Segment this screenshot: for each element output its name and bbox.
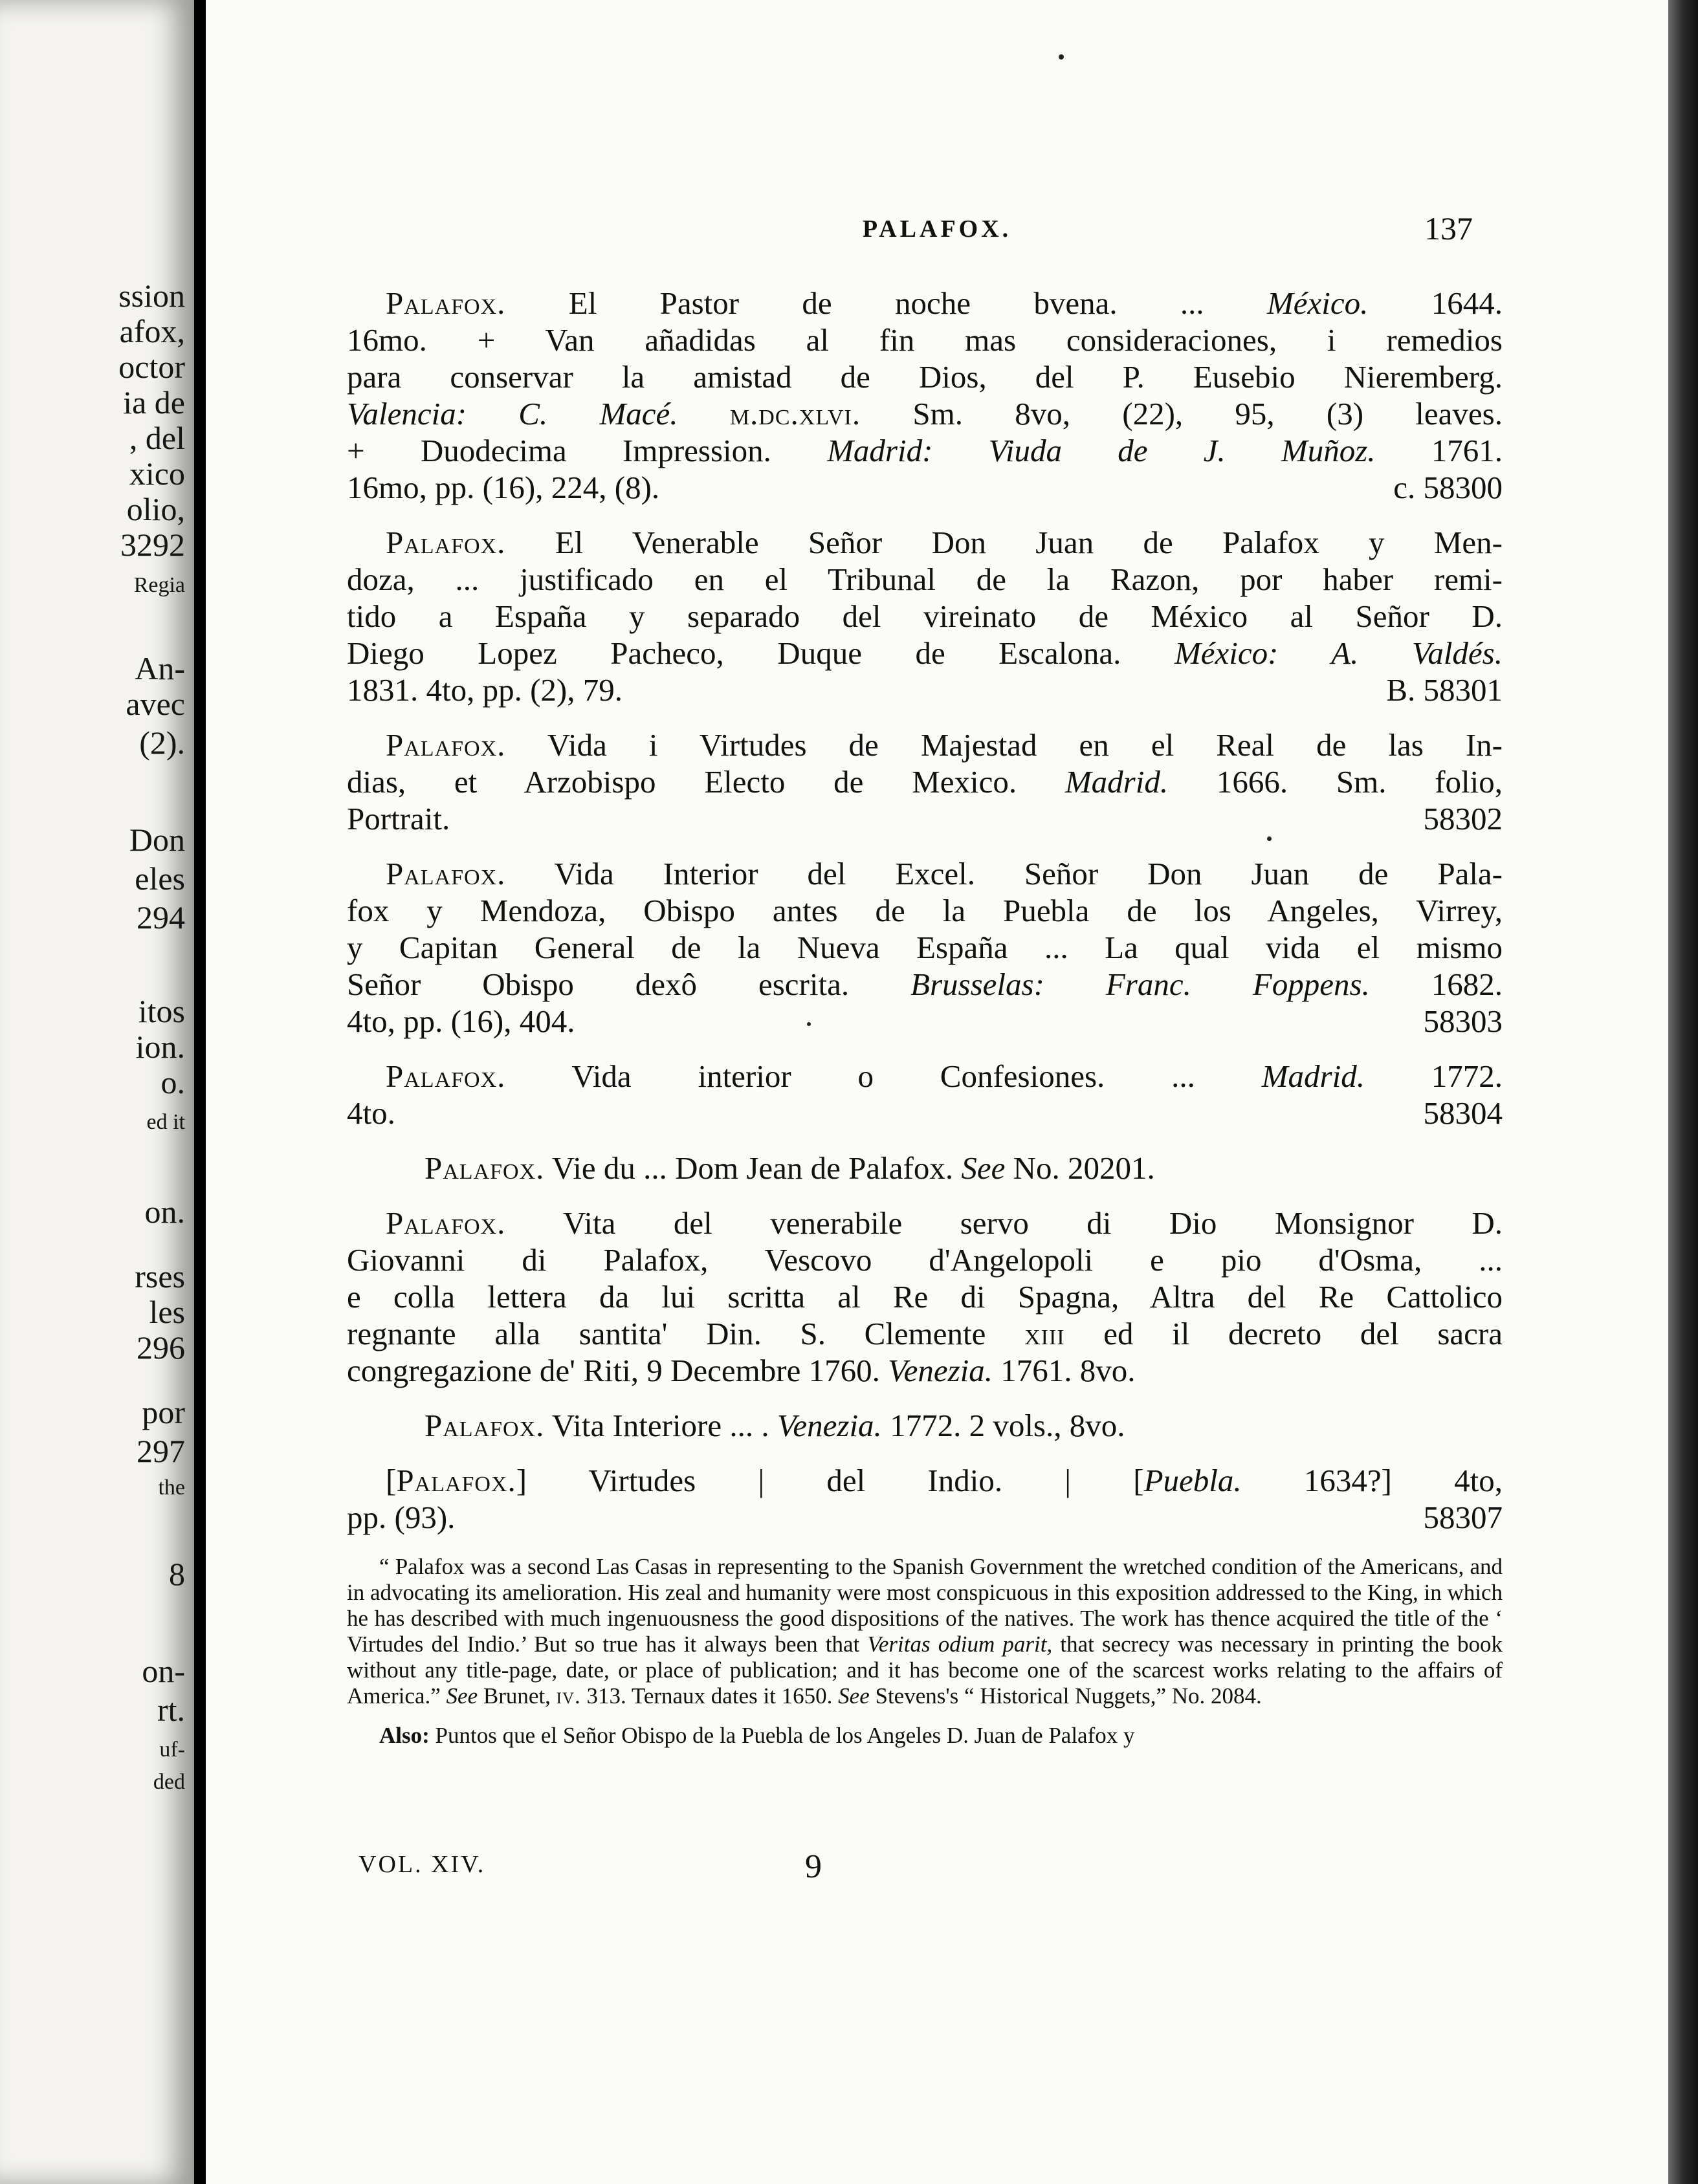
- facing-page-text: ssion: [118, 278, 185, 314]
- entry-last-line: [347, 1407, 1503, 1444]
- facing-page-text: 8: [169, 1556, 185, 1592]
- entry-number: B. 58301: [1386, 672, 1503, 708]
- entry-number: 58304: [1423, 1095, 1503, 1131]
- book-edge-shadow: [1668, 0, 1698, 2184]
- bibliography-entry: [347, 1058, 1503, 1131]
- facing-page-text: ded: [153, 1770, 185, 1794]
- facing-page-text: o.: [160, 1064, 185, 1100]
- facing-page-text: the: [158, 1476, 185, 1500]
- facing-page-text: on-: [142, 1653, 185, 1689]
- facing-page-text: octor: [118, 349, 185, 385]
- facing-page-text: les: [149, 1294, 185, 1330]
- entry-line: Valencia: C. Macé. m.dc.xlvi. Sm. 8vo, (22), 95, (3) leaves.: [347, 396, 1503, 431]
- bibliography-entry: [347, 1462, 1503, 1536]
- entry-line: Palafox. Vida interior o Confesiones. ... Madrid. 1772.: [386, 1058, 1503, 1094]
- facing-page-text: itos: [138, 993, 185, 1029]
- entry-text: 16mo, pp. (16), 224, (8).: [347, 470, 660, 505]
- facing-page-fragment: [0, 0, 194, 2184]
- signature-number: 9: [805, 1848, 822, 1885]
- running-head: [206, 210, 1668, 254]
- entry-line: + Duodecima Impression. Madrid: Viuda de J. Muñoz. 1761.: [347, 433, 1503, 468]
- scan-speck: [1059, 54, 1064, 60]
- bibliography-entry: [347, 524, 1503, 708]
- bibliography-entry: [347, 855, 1503, 1040]
- entry-line: Diego Lopez Pacheco, Duque de Escalona. México: A. Valdés.: [347, 635, 1503, 671]
- facing-page-text: ion.: [135, 1029, 185, 1065]
- facing-page-text: 296: [137, 1329, 185, 1366]
- facing-page-text: ed it: [146, 1110, 185, 1134]
- entry-text: 4to.: [347, 1095, 395, 1131]
- facing-page-text: rses: [135, 1258, 185, 1294]
- entry-last-line: [347, 469, 1503, 506]
- entry-last-line: [347, 672, 1503, 708]
- facing-page-text: (2).: [139, 725, 185, 761]
- facing-page-text: ia de: [123, 384, 185, 420]
- facing-page-text: rt.: [157, 1692, 185, 1728]
- entry-last-line: [347, 1095, 1503, 1131]
- facing-page-text: uf-: [159, 1738, 185, 1762]
- footnote: [347, 1554, 1503, 1709]
- entry-line: para conservar la amistad de Dios, del P. Eusebio Nieremberg.: [347, 359, 1503, 395]
- entry-text: Palafox. Vie du ... Dom Jean de Palafox. See No. 20201.: [424, 1150, 1155, 1186]
- entry-number: c. 58300: [1393, 470, 1503, 505]
- entry-line: Palafox. Vida Interior del Excel. Señor Don Juan de Pala-: [386, 856, 1503, 891]
- entry-line: Palafox. Vita del venerabile servo di Dio Monsignor D.: [386, 1205, 1503, 1241]
- entry-last-line: [347, 800, 1503, 837]
- entry-last-line: [347, 1150, 1503, 1186]
- entry-line: Palafox. El Venerable Señor Don Juan de Palafox y Men-: [386, 525, 1503, 560]
- facing-page-text: eles: [135, 860, 185, 897]
- entry-number: 58307: [1423, 1500, 1503, 1535]
- also-label: Also:: [379, 1723, 430, 1748]
- entry-text: Palafox. Vita Interiore ... . Venezia. 1772. 2 vols., 8vo.: [424, 1408, 1125, 1443]
- facing-page-text: 297: [137, 1433, 185, 1469]
- entry-line: fox y Mendoza, Obispo antes de la Puebla de los Angeles, Virrey,: [347, 893, 1503, 928]
- facing-page-text: 3292: [120, 527, 185, 563]
- entry-line: Señor Obispo dexô escrita. Brusselas: Franc. Foppens. 1682.: [347, 966, 1503, 1002]
- scan-speck: [1267, 836, 1272, 841]
- running-title: PALAFOX.: [862, 215, 1012, 243]
- bibliography-entry: [347, 285, 1503, 506]
- also-line: [347, 1722, 1503, 1749]
- facing-page-text: , del: [129, 420, 185, 456]
- entry-line: Giovanni di Palafox, Vescovo d'Angelopoli e pio d'Osma, ...: [347, 1242, 1503, 1278]
- facing-page-text: avec: [126, 686, 185, 722]
- facing-page-text: 294: [137, 899, 185, 935]
- bibliography-entry: [347, 726, 1503, 837]
- entry-line: y Capitan General de la Nueva España ... La qual vida el mismo: [347, 930, 1503, 965]
- entry-line: dias, et Arzobispo Electo de Mexico. Madrid. 1666. Sm. folio,: [347, 764, 1503, 800]
- entry-list: [347, 285, 1503, 1536]
- also-text: Puntos que el Señor Obispo de la Puebla de los Angeles D. Juan de Palafox y: [435, 1723, 1135, 1748]
- entry-line: tido a España y separado del vireinato de México al Señor D.: [347, 598, 1503, 634]
- entry-last-line: [347, 1352, 1503, 1389]
- page-footer: [358, 1850, 1514, 1902]
- facing-page-text: xico: [129, 455, 185, 492]
- scan-speck: [807, 1022, 811, 1026]
- book-page: [206, 0, 1668, 2184]
- entry-line: [Palafox.] Virtudes | del Indio. | [Puebla. 1634?] 4to,: [386, 1463, 1503, 1498]
- entry-line: doza, ... justificado en el Tribunal de la Razon, por haber remi-: [347, 562, 1503, 597]
- signature-mark: VOL. XIV.: [358, 1851, 486, 1878]
- page-content: [347, 285, 1503, 1749]
- facing-page-text: Don: [129, 822, 185, 858]
- bibliography-entry: [347, 1150, 1503, 1186]
- facing-page-text: An-: [135, 650, 185, 686]
- entry-line: 16mo. + Van añadidas al fin mas consideraciones, i remedios: [347, 322, 1503, 358]
- bibliography-entry: [347, 1407, 1503, 1444]
- entry-text: pp. (93).: [347, 1500, 456, 1535]
- entry-text: 4to, pp. (16), 404.: [347, 1003, 575, 1039]
- footnote-text: “ Palafox was a second Las Casas in representing to the Spanish Government the wretched condition of the Americans, and in advocating its amelioration. His zeal and humanity were most conspicuous in this exposition addressed to the King, in which he has described with much ingenuousness the good dispositions of the natives. The work has thence acquired the title of the ‘ Virtudes del Indio.’ But so true has it always been that Veritas odium parit, that secrecy was necessary in printing the book without any title-page, date, or place of publication; and it has become one of the scarcest works relating to the affairs of America.” See Brunet, iv. 313. Ternaux dates it 1650. See Stevens's “ Historical Nuggets,” No. 2084.: [347, 1554, 1503, 1709]
- facing-page-text: Regia: [133, 573, 185, 597]
- page-number: 137: [1424, 210, 1473, 246]
- entry-line: e colla lettera da lui scritta al Re di Spagna, Altra del Re Cattolico: [347, 1279, 1503, 1315]
- entry-text: Portrait.: [347, 801, 450, 836]
- entry-line: Palafox. El Pastor de noche bvena. ... México. 1644.: [386, 285, 1503, 321]
- entry-number: 58303: [1423, 1003, 1503, 1039]
- facing-page-text: olio,: [126, 491, 185, 527]
- entry-line: regnante alla santita' Din. S. Clemente xiii ed il decreto del sacra: [347, 1316, 1503, 1351]
- facing-page-text: afox,: [119, 313, 185, 349]
- bibliography-entry: [347, 1205, 1503, 1389]
- entry-last-line: [347, 1003, 1503, 1040]
- entry-text: congregazione de' Riti, 9 Decembre 1760. Venezia. 1761. 8vo.: [347, 1353, 1136, 1388]
- entry-text: 1831. 4to, pp. (2), 79.: [347, 672, 623, 708]
- entry-last-line: [347, 1499, 1503, 1536]
- entry-line: Palafox. Vida i Virtudes de Majestad en el Real de las In-: [386, 727, 1503, 763]
- facing-page-text: por: [142, 1394, 185, 1430]
- facing-page-text: on.: [144, 1194, 185, 1230]
- entry-number: 58302: [1423, 801, 1503, 836]
